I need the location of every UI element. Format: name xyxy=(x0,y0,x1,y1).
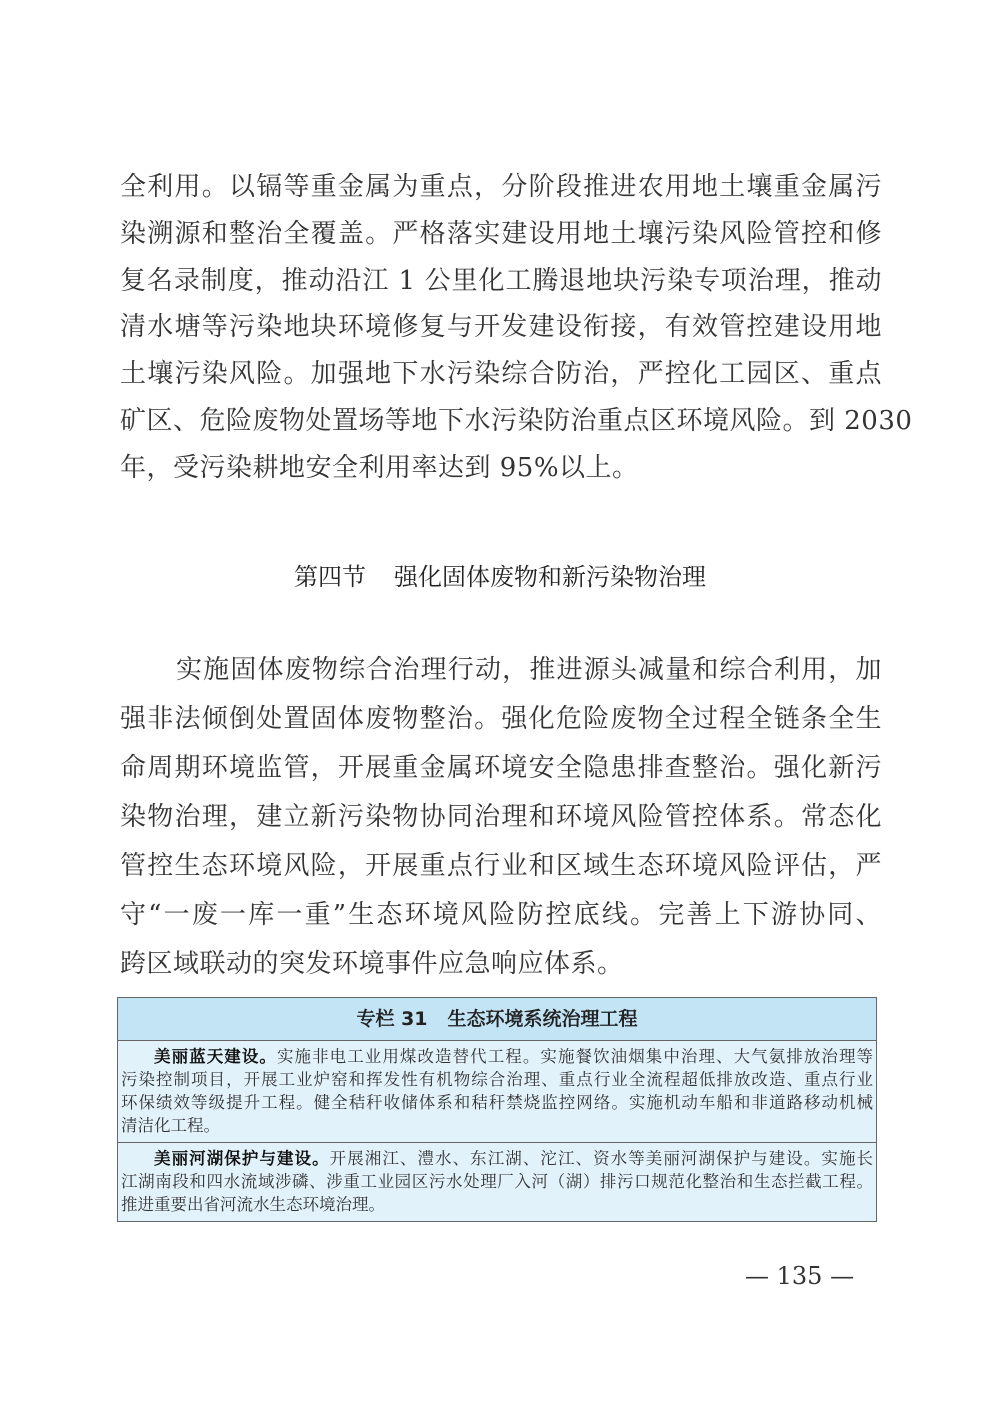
box-text-line xyxy=(121,1091,873,1114)
text-line: 复名录制度，推动沿江 1 公里化工腾退地块污染专项治理，推动 xyxy=(120,265,882,296)
box-entry xyxy=(118,1041,876,1143)
text-line: 染物治理，建立新污染物协同治理和环境风险管控体系。常态化 xyxy=(120,802,882,832)
box-label: 专栏 31 xyxy=(356,1008,428,1030)
box-title-text: 生态环境系统治理工程 xyxy=(447,1008,638,1030)
text-line: 命周期环境监管，开展重金属环境安全隐患排查整治。强化新污 xyxy=(120,753,882,783)
text-line: 年，受污染耕地安全利用率达到 95%以上。 xyxy=(120,452,639,483)
text-line: 实施固体废物综合治理行动，推进源头减量和综合利用，加 xyxy=(176,655,882,685)
section-heading xyxy=(0,557,1000,592)
entry-heading: 美丽河湖保护与建设。 xyxy=(154,1149,330,1168)
text-line: 跨区域联动的突发环境事件应急响应体系。 xyxy=(120,949,624,979)
box-text-line xyxy=(121,1170,873,1193)
entry-text: 开展湘江、澧水、东江湖、沱江、资水等美丽河湖保护与建设。实施长 xyxy=(329,1149,873,1168)
text-line: 染溯源和整治全覆盖。严格落实建设用地土壤污染风险管控和修 xyxy=(120,218,882,249)
entry-text: 实施非电工业用煤改造替代工程。实施餐饮油烟集中治理、大气氨排放治理等 xyxy=(276,1047,873,1066)
box-text-line xyxy=(121,1147,873,1170)
text-line: 守“一废一库一重”生态环境风险防控底线。完善上下游协同、 xyxy=(120,900,882,930)
text-line: 全利用。以镉等重金属为重点，分阶段推进农用地土壤重金属污 xyxy=(120,172,882,202)
feature-box xyxy=(117,997,877,1222)
entry-text: 污染控制项目，开展工业炉窑和挥发性有机物综合治理、重点行业全流程超低排放改造、重点行业 xyxy=(121,1070,873,1089)
box-text-line xyxy=(121,1045,873,1068)
text-line: 土壤污染风险。加强地下水污染综合防治，严控化工园区、重点 xyxy=(120,359,882,390)
box-title xyxy=(118,998,876,1041)
entry-text: 推进重要出省河流水生态环境治理。 xyxy=(121,1195,385,1214)
text-line: 管控生态环境风险，开展重点行业和区域生态环境风险评估，严 xyxy=(120,851,882,881)
section-title: 强化固体废物和新污染物治理 xyxy=(394,563,706,591)
box-text-line xyxy=(121,1114,873,1137)
page-number: — 135 — xyxy=(745,1262,855,1290)
box-entry xyxy=(118,1143,876,1221)
text-line: 矿区、危险废物处置场等地下水污染防治重点区环境风险。到 2030 xyxy=(120,406,913,436)
entry-text: 环保绩效等级提升工程。健全秸秆收储体系和秸秆禁烧监控网络。实施机动车船和非道路移动机械 xyxy=(121,1093,873,1112)
box-text-line xyxy=(121,1193,873,1216)
entry-text: 江湖南段和四水流域涉磷、涉重工业园区污水处理厂入河（湖）排污口规范化整治和生态拦截工程。 xyxy=(121,1172,873,1191)
text-line: 强非法倾倒处置固体废物整治。强化危险废物全过程全链条全生 xyxy=(120,704,882,734)
entry-text: 清洁化工程。 xyxy=(121,1116,220,1135)
section-number: 第四节 xyxy=(294,563,366,591)
entry-heading: 美丽蓝天建设。 xyxy=(154,1047,277,1066)
text-line: 清水塘等污染地块环境修复与开发建设衔接，有效管控建设用地 xyxy=(120,312,882,343)
box-text-line xyxy=(121,1068,873,1091)
